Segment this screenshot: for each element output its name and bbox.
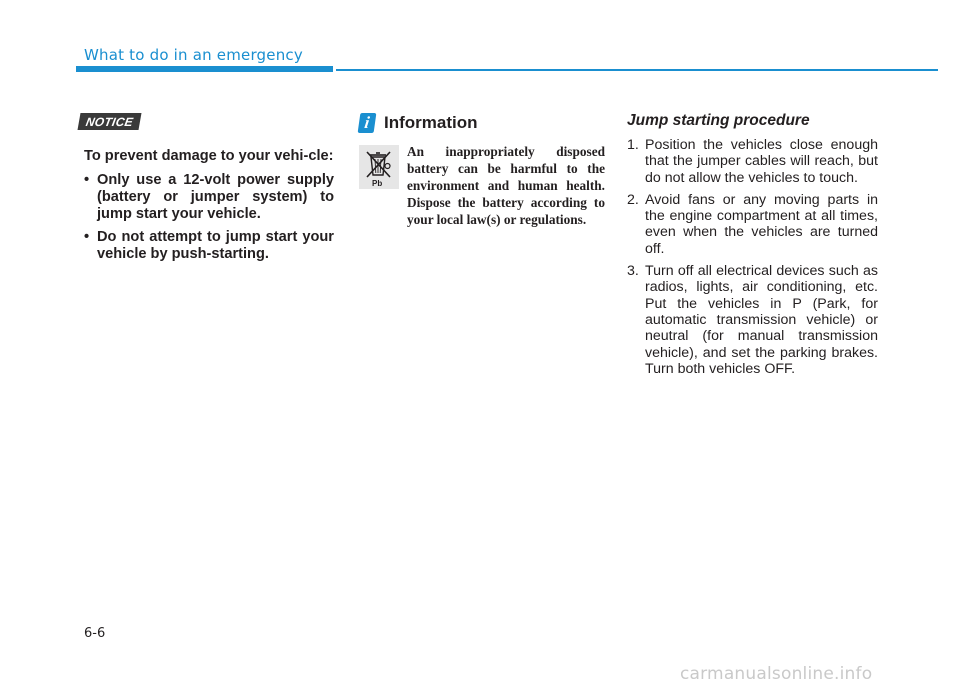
procedure-title: Jump starting procedure: [627, 112, 810, 129]
step-number: 3.: [627, 263, 639, 280]
procedure-step: [627, 263, 878, 377]
crossed-out-bin-icon: [359, 145, 399, 189]
notice-intro: To prevent damage to your vehi-cle:: [84, 148, 334, 164]
information-title: Information: [384, 113, 478, 132]
header-rule-thick: [76, 66, 333, 72]
notice-column: [84, 112, 334, 269]
notice-badge: NOTICE: [78, 113, 142, 130]
information-header: [359, 112, 605, 134]
step-text: Avoid fans or any moving parts in the engine compartment at all times, even when the vehicles are turned off.: [645, 191, 878, 257]
info-icon: i: [358, 113, 377, 133]
notice-badge-wrap: [79, 113, 334, 135]
step-number: 1.: [627, 137, 639, 153]
watermark: carmanualsonline.info: [680, 664, 873, 684]
step-number: 2.: [627, 191, 639, 208]
procedure-step-list: [627, 137, 878, 377]
information-text: An inappropriately disposed battery can be harmful to the environment and human health. Dispose the battery according to your local law(s) or regulations.: [407, 144, 605, 227]
section-title: What to do in an emergency: [84, 46, 303, 64]
procedure-step: [627, 192, 878, 257]
notice-bullet-list: [84, 172, 334, 263]
notice-bullet: • Do not attempt to jump start your vehicle by push-starting.: [84, 229, 334, 263]
notice-text: [84, 148, 334, 263]
page-number: 6-6: [84, 626, 106, 641]
information-body: [359, 143, 605, 228]
notice-bullet: • Only use a 12-volt power supply (battery or jumper system) to jump start your vehicle.: [84, 172, 334, 223]
information-column: [359, 112, 605, 228]
step-text: Position the vehicles close enough that the jumper cables will reach, but do not allow the vehicles to touch.: [645, 137, 878, 186]
procedure-column: [627, 112, 878, 383]
header-rule-thin: [336, 69, 938, 71]
pb-label: Pb: [372, 179, 383, 188]
step-text: Turn off all electrical devices such as radios, lights, air conditioning, etc. Put the vehicles in P (Park, for automatic transmission vehicle) or neutral (for manual transmission vehicle), and set the parking brakes. Turn both vehicles OFF.: [645, 263, 878, 377]
procedure-step: [627, 137, 878, 186]
